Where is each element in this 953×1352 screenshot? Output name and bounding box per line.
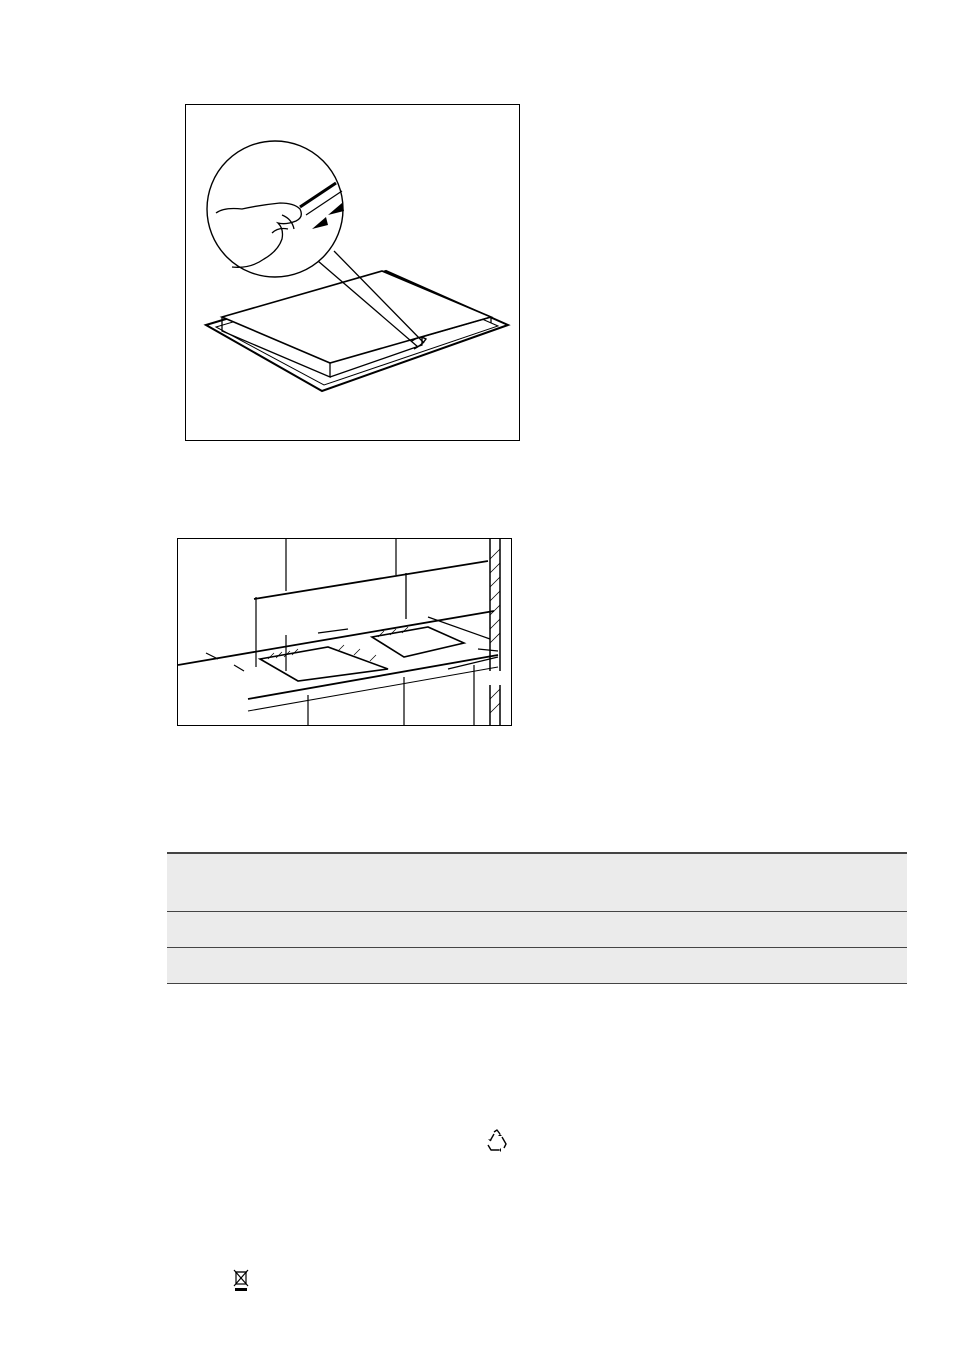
table-cell	[537, 911, 907, 947]
table-row	[167, 947, 907, 983]
table-header-cell	[537, 853, 907, 911]
sealing-drawing	[186, 105, 519, 440]
spec-table	[167, 852, 907, 984]
sealing-illustration	[185, 104, 520, 441]
clearance-diagram	[177, 538, 512, 726]
crossed-out-wheelie-bin-icon	[232, 1268, 250, 1292]
clearance-drawing	[178, 539, 511, 725]
table-header-cell	[167, 853, 537, 911]
recycle-icon	[484, 1128, 510, 1154]
table-cell	[167, 947, 537, 983]
table-header-row	[167, 853, 907, 911]
table-row	[167, 911, 907, 947]
table-cell	[167, 911, 537, 947]
table-cell	[537, 947, 907, 983]
